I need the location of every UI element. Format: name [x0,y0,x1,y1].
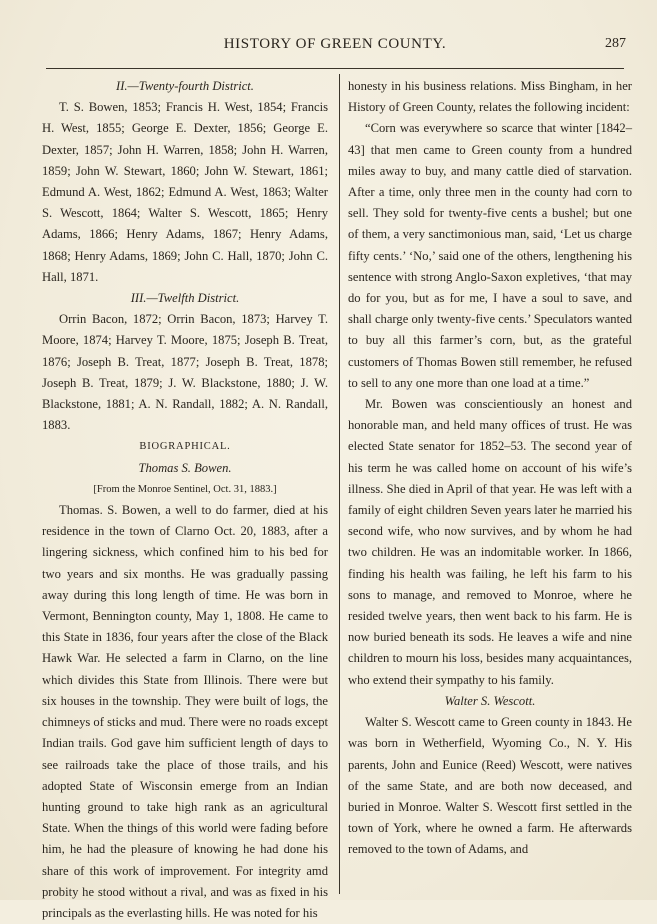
biographical-label: BIOGRAPHICAL. [139,441,231,453]
left-column [42,76,328,924]
page-number: 287 [605,36,626,51]
corn-quote: “Corn was everywhere so scarce that winter [1842–43] that men came to Green county from a hundred miles away to buy, and many cattle died of starvation. After a time, only three men in the county had corn to sell. They sold for twenty-five cents a bushel; but one of them, a very sanctimonious man, said, ‘Let us charge fifty cents.’ ‘No,’ said one of the others, lengthening his sentence with strong Anglo-Saxon expletives, ‘that may do for you, but as for me, I have a soul to save, and shall charge only twenty-five cents.’ Speculators wanted to buy all this farmer’s corn, but, as the grateful customers of Thomas Bowen still remember, he refused to sell to any one more than one load at a time.” [348,121,632,390]
district-list-twelfth: Orrin Bacon, 1872; Orrin Bacon, 1873; Harvey T. Moore, 1874; Harvey T. Moore, 1875; Joseph B. Treat, 1876; Joseph B. Treat, 1877; Joseph B. Treat, 1878; Joseph B. Treat, 1879; J. W. Blackstone, 1880; J. W. Blackstone, 1881; A. N. Randall, 1882; A. N. Randall, 1883. [42,312,328,433]
running-head [40,36,630,56]
bowen-biography-continued: honesty in his business relations. Miss Bingham, in her History of Green County, relates the following incident: [348,79,632,115]
bowen-source-note: [From the Monroe Sentinel, Oct. 31, 1883.] [93,483,277,495]
bowen-biography-close: Mr. Bowen was conscientiously an honest and honorable man, and held many offices of trust. He was elected State senator for 1852–53. The second year of his term he was called home on account of his wife’s illness. She died in April of that year. He was left with a family of eight children Seven years later he married his second wife, who now survives, and by whom he had two children. He was an indomitable worker. In 1866, finding his health was failing, he left his farm to his sons to manage, and removed to Monroe, where he resided twelve years, then went back to his farm. He is now buried beneath its sods. He leaves a wife and nine children to mourn his loss, besides many acquaintances, who extend their sympathy to his family. [348,397,632,687]
wescott-biography: Walter S. Wescott came to Green county in 1843. He was born in Wetherfield, Wyoming Co., N. Y. His parents, John and Eunice (Reed) Wescott, were natives of the same State, and are both now deceased, and buried in Monroe. Walter S. Wescott first settled in the town of York, where he owned a farm. He afterwards removed to the town of Adams, and [348,715,632,857]
right-column [348,76,632,861]
bowen-biography: Thomas. S. Bowen, a well to do farmer, died at his residence in the town of Clarno Oct. 20, 1883, after a lingering sickness, which confined him to his bed for two years and six months. He was gradually passing away during this long length of time. He was born in Vermont, Bennington county, May 1, 1808. He came to this State in 1836, four years after the close of the Black Hawk War. He selected a farm in Clarno, on the line which divides this State from Illinois. There were but six houses in the township. They were built of logs, the chimneys of sticks and mud. There were no roads except Indian trails. God gave him sufficient length of days to see railroads take the place of those trails, and his adopted State of Wisconsin emerge from an Indian hunting ground to take high rank as an agricultural State. When the things of this world were fading before him, he had the pleasure of knowing he had done his share of this work of improvement. For integrity amd probity he stood without a rival, and was as fixed in his principals as the everlasting hills. He was noted for his [42,503,328,920]
page-title: HISTORY OF GREEN COUNTY. [223,36,447,52]
bowen-heading: Thomas S. Bowen. [138,460,232,475]
district-heading-twenty-fourth: II.—Twenty-fourth District. [116,79,254,93]
wescott-heading: Walter S. Wescott. [444,693,536,708]
column-divider [339,74,340,894]
district-list-twenty-fourth: T. S. Bowen, 1853; Francis H. West, 1854; Francis H. West, 1855; George E. Dexter, 1856; George E. Dexter, 1857; John H. Warren, 1858; John H. Warren, 1859; John W. Stewart, 1860; John W. Stewart, 1861; Edmund A. West, 1862; Edmund A. West, 1863; Walter S. Wescott, 1864; Walter S. Wescott, 1865; Henry Adams, 1866; Henry Adams, 1867; Henry Adams, 1868; Henry Adams, 1869; John C. Hall, 1870; John C. Hall, 1871. [42,100,328,284]
header-rule [46,68,624,69]
district-heading-twelfth: III.—Twelfth District. [130,291,240,306]
